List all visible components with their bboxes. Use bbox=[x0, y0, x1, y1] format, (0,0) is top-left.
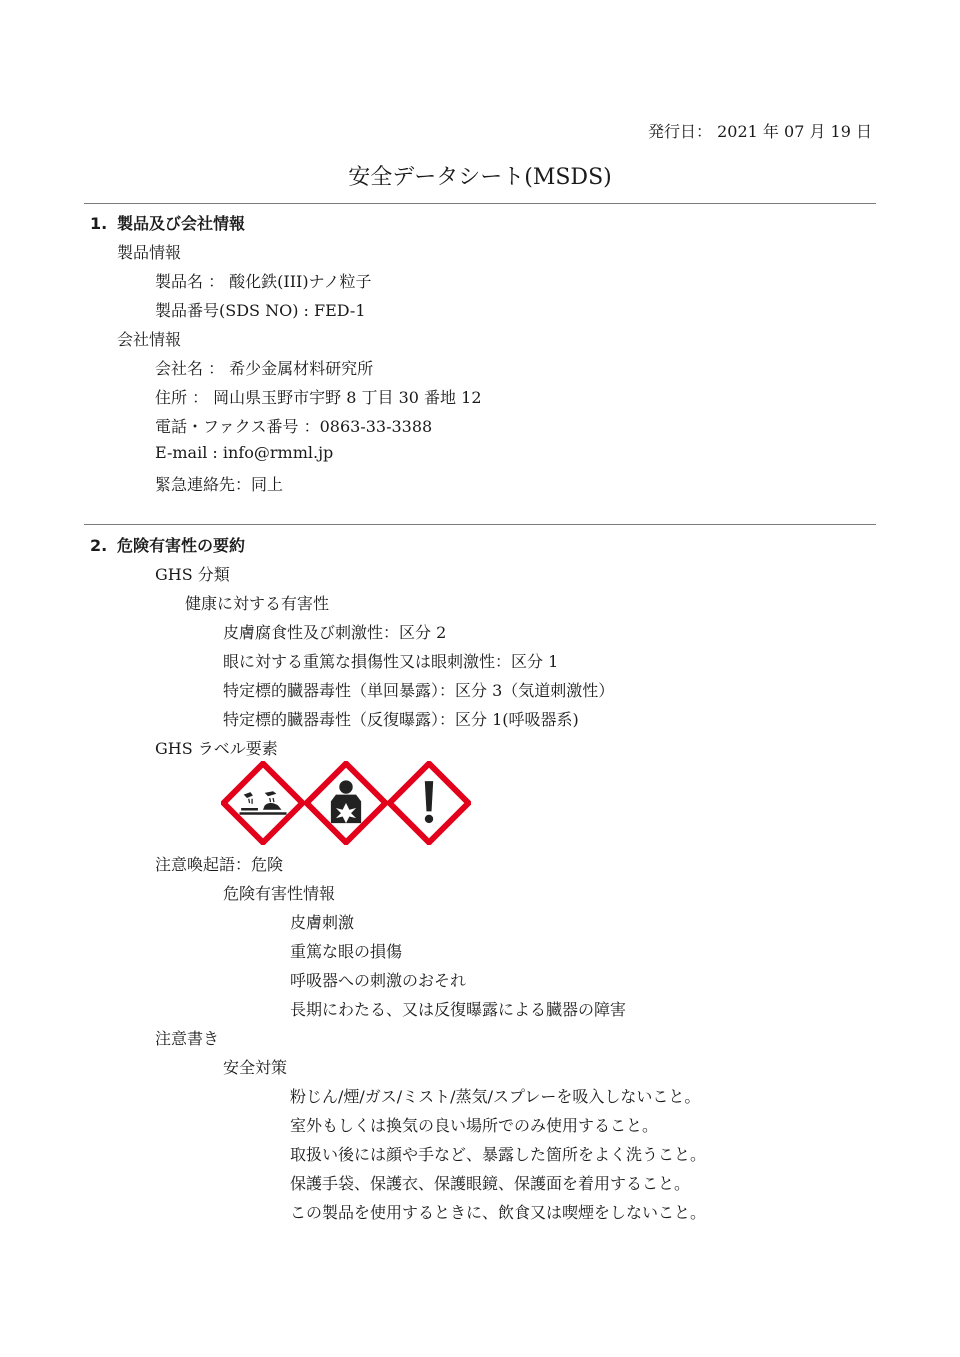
emergency-contact: 緊急連絡先：同上 bbox=[155, 475, 284, 494]
safety-measure: 保護手袋、保護衣、保護眼鏡、保護面を着用すること。 bbox=[290, 1174, 691, 1193]
safety-measure: 粉じん/煙/ガス/ミスト/蒸気/スプレーを吸入しないこと。 bbox=[290, 1087, 701, 1106]
hazard-statement: 長期にわたる、又は反復曝露による臓器の障害 bbox=[290, 1000, 627, 1019]
product-info-label: 製品情報 bbox=[117, 243, 182, 262]
safety-measure: 取扱い後には顔や手など、暴露した箇所をよく洗うこと。 bbox=[290, 1145, 707, 1164]
hazard-class-item: 皮膚腐食性及び刺激性：区分 2 bbox=[223, 623, 447, 642]
section-divider bbox=[84, 203, 876, 204]
safety-measure: この製品を使用するときに、飲食又は喫煙をしないこと。 bbox=[290, 1203, 707, 1222]
ghs-label-elements-label: GHS ラベル要素 bbox=[155, 739, 278, 758]
product-name: 製品名 ： 酸化鉄(III)ナノ粒子 bbox=[155, 272, 372, 291]
health-hazard-icon bbox=[304, 761, 388, 845]
safety-measures-label: 安全対策 bbox=[223, 1058, 288, 1077]
hazard-statement: 呼吸器への刺激のおそれ bbox=[290, 971, 467, 990]
issue-date: 発行日： 2021 年 07 月 19 日 bbox=[648, 122, 872, 141]
hazard-class-item: 特定標的臓器毒性（反復曝露）：区分 1(呼吸器系) bbox=[223, 710, 579, 729]
ghs-classification-label: GHS 分類 bbox=[155, 565, 230, 584]
exclamation-mark-icon bbox=[387, 761, 471, 845]
hazard-statement: 皮膚刺激 bbox=[290, 913, 355, 932]
hazard-class-item: 特定標的臓器毒性（単回暴露）：区分 3（気道刺激性） bbox=[223, 681, 615, 700]
company-phone-fax: 電話・ファクス番号 ：0863-33-3388 bbox=[155, 417, 433, 436]
section2-heading bbox=[90, 533, 245, 556]
safety-measure: 室外もしくは換気の良い場所でのみ使用すること。 bbox=[290, 1116, 659, 1135]
health-hazards-label: 健康に対する有害性 bbox=[185, 594, 330, 613]
company-info-label: 会社情報 bbox=[117, 330, 182, 349]
company-address: 住所 ： 岡山県玉野市宇野 8 丁目 30 番地 12 bbox=[155, 388, 482, 407]
precautions-label: 注意書き bbox=[155, 1029, 220, 1048]
company-name: 会社名 ： 希少金属材料研究所 bbox=[155, 359, 374, 378]
section-divider bbox=[84, 524, 876, 525]
section1-heading bbox=[90, 211, 245, 234]
hazard-class-item: 眼に対する重篤な損傷性又は眼刺激性：区分 1 bbox=[223, 652, 559, 671]
product-number: 製品番号(SDS NO) : FED-1 bbox=[155, 301, 366, 320]
section1-number: 1. bbox=[90, 214, 108, 233]
document-title: 安全データシート(MSDS) bbox=[348, 165, 612, 190]
company-email: E-mail : info@rmml.jp bbox=[155, 443, 334, 462]
ghs-pictograms bbox=[221, 761, 470, 845]
corrosion-icon bbox=[221, 761, 305, 845]
signal-word: 注意喚起語：危険 bbox=[155, 855, 284, 874]
section2-number: 2. bbox=[90, 536, 108, 555]
hazard-info-label: 危険有害性情報 bbox=[223, 884, 336, 903]
hazard-statement: 重篤な眼の損傷 bbox=[290, 942, 403, 961]
section2-title: 危険有害性の要約 bbox=[117, 536, 246, 555]
section1-title: 製品及び会社情報 bbox=[117, 214, 246, 233]
